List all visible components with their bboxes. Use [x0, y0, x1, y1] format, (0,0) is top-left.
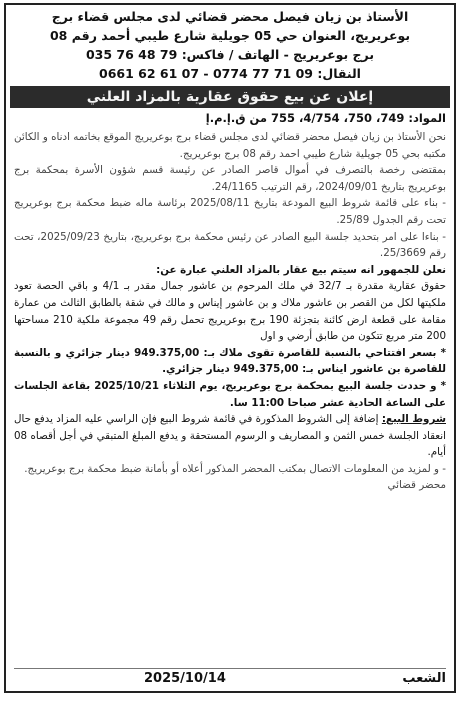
body-paragraph: نحن الأستاذ بن زيان فيصل محضر قضائي لدى مجلس قضاء برج بوعريريج الموقع بخاتمه ادناه و الكائن مكتبه بحي 05 جويلية شارع طيبي احمد رقم 08 برج بوعريريج. [14, 131, 446, 160]
bailiff-name-line: الأستاذ بن زيان فيصل محضر قضائي لدى مجلس قضاء برج [51, 9, 409, 24]
legal-articles-reference: المواد: 749، 750، 4/754، 755 من ق.إ.م.إ [205, 111, 446, 125]
signature: محضر قضائي [387, 479, 446, 492]
publication-date: 2025/10/14 [144, 671, 226, 686]
conditions-label: شروط البيع: [381, 413, 446, 426]
publication-footer [14, 668, 446, 689]
notice-header [6, 5, 454, 83]
phone-fax-label: برج بوعريريج - الهاتف / فاكس: [181, 47, 375, 62]
phone-fax-number: 035 76 48 79 [85, 47, 178, 62]
notice-body [6, 127, 454, 494]
notice-title-banner: إعلان عن بيع حقوق عقارية بالمزاد العلني [10, 86, 450, 108]
sale-session: * و حددت جلسة البيع بمحكمة برج بوعريريج، يوم الثلاثاء 2025/10/21 بقاعة الجلسات على الساعة الحادية عشر صباحا 11:00 سا. [14, 379, 446, 409]
body-paragraph: - بناء على قائمة شروط البيع المودعة بتاريخ 2025/08/11 برئاسة ماله ضبط محكمة برج بوعريريج تحت رقم الجدول 25/89. [14, 197, 447, 226]
sale-conditions [14, 411, 446, 461]
conditions-text: إضافة إلى الشروط المذكورة في قائمة شروط البيع فإن الراسي عليه المزاد يدفع حال انعقاد الجلسة خمس الثمن و المصاريف و الرسوم المستحقة و يدفع المبلغ المتبقي في أجل أقصاه 08 أيام. [14, 413, 446, 459]
mobile-label: النقال: [317, 66, 361, 81]
newspaper-name: الشعب [402, 671, 446, 686]
body-paragraph: - بناءا على امر بتحديد جلسة البيع الصادر عن رئيس محكمة برج بوعريريج، بتاريخ 2025/09/23، تحت رقم 25/3669. [14, 230, 446, 260]
mobile-line [12, 64, 448, 83]
contact-info: - و لمزيد من المعلومات الاتصال بمكتب المحضر المذكور أعلاه أو بأمانة ضبط محكمة برج بوعريريج. [24, 462, 446, 475]
body-paragraph: بمقتضى رخصة بالتصرف في أموال قاصر الصادر عن رئيسة قسم شؤون الأسرة بمحكمة برج بوعريريج بتاريخ 2024/09/01، رقم الترتيب 24/1165. [14, 164, 446, 193]
phone-fax-line [12, 45, 448, 64]
property-description: حقوق عقارية مقدرة بـ 32/7 في ملك المرحوم بن عاشور جمال مقدر بـ 4/1 و باقي الحصة تعود ملكيتها لكل من القصر بن عاشور ملاك و بن عاشور إيناس و مالك في شقة بالطابق الثالث من عمارة مقامة على قطعة ارض كائنة بتجزئة 190 برج بوعريريج تحمل رقم 49 مجموعة ملكية 210 مساحتها 200 متر مربع تتكون من طابق أرضي و اول [14, 280, 447, 343]
legal-notice [4, 3, 456, 693]
opening-price: * بسعر افتتاحي بالنسبة للقاصرة تقوى ملاك بـ: 949.375,00 دينار جزائري و بالنسبة للقاصرة بن عاشور ايناس بـ: 949.375,00 دينار جزائري. [14, 346, 446, 376]
announcement-line: نعلن للجمهور انه سيتم بيع عقار بالمزاد العلني عبارة عن: [156, 263, 446, 276]
mobile-numbers: 0661 62 61 07 - 0774 77 71 09 [99, 66, 313, 81]
address-line: بوعريريج، العنوان حي 05 جويلية شارع طيبي أحمد رقم 08 [49, 28, 411, 43]
